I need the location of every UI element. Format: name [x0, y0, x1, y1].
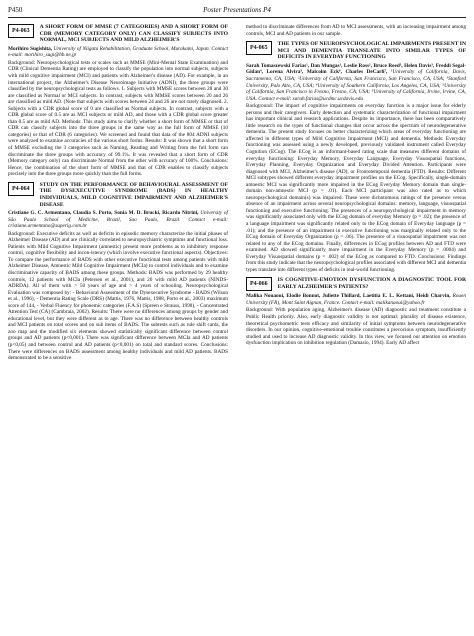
abstract-p4-063: [8, 24, 228, 178]
abstract-head: [246, 41, 466, 61]
abstract-body: Background: Executive deficits as well as deficits in episodic memory characterize the initial phases of Alzheimer Disease (AD) and are clinically correlated to neuropsychiatric symptoms and functional loss. Patients with Mild Cognitive Impairment (amnestic) present more problems as to inhibitory response control, cognitive flexibility and incon-istency (which involve executive functional aspects). Objectives: To compare the performance of BADS with other executive functional tests among patients with mild Alzheimer Disease, Amnestic Mild Cognitive Impairment (MCIa) to control individuals and to examine discriminative capacity of BADS among these groups. Methods: BADS was performed by 29 healthy controls, 12 patients with MCIa (Petersen et al., 2001), and 20 with mild AD patients (NINDS-ADRDA). All of them with > 50 years of age and > 4 years of schooling. Neuropsychological Evaluation was composed by: - Behavioral Assessment of the Dysexecutive Syndrome - BADS (Wilson et al., 1996), - Dementia Rating Scale (DRS) (Mattis, 1976, Mattis, 1988, Porto et al., 2003) maximum score of 144, - Verbal Fluency for phonemic categories (F.A.S) (Spreen e Strauss, 1998), - Concentrated Attention Test (CA) (Cambraia, 2002). Results: There were no differences among groups by gender and educational level, but they were different as to age. There was no difference between healthy controls and MCI patients on total scores and on sub items of BADS. The subtests such as rule shift cards, the zoo map and the modified six elements showed statistically significant difference between control groups and AD patients (p<0,001). There was significant difference between MCIa and AD patients (p<0,05) and between control and AD patients (p<0,001) on total and standard scores. Conclusions: There were differences on BADS assessment among healthy individuals and mild AD patients. BADS demonstrated to be a sensitive: [8, 230, 228, 362]
abstract-body: Background: With population aging, Alzheimer's disease (AD) diagnostic and treatment constitute a Public Health priority. Also, early diagnostic validity is not optimal: plurality of disease existence, theoretical psychometric tests efficacy and similarity of initial symptoms between neurodegenerative disorders. In our opinion, cognitive-emotional trouble constitutes a precocious symptom, insufficiently studied and used to increase AD diagnostic validity. In this view, we focused our attention on emotion dysfunction implication on inhibition regulation (Damasio, 1994). Early AD affect: [246, 307, 466, 347]
abstract-affiliation: University of São Paulo School of Medicine, Brazil, Sao Paulo, Brazil. Contact e-mail: cristiane.armentano@superig.com.br: [8, 210, 229, 230]
abstract-continuation: method to discriminate differences from AD to MCI assessments, with an increasing impairment among controls, MCI and AD patients in our sample.: [246, 24, 466, 37]
abstract-id: P4-065: [246, 41, 272, 55]
abstract-title: THE TYPES OF NEUROPSYCHOLOGICAL IMPAIRMENTS PRESENT IN MCI AND DEMENTIA TRANSLATE INTO SIMILAR TYPES OF DEFICITS IN EVERYDAY FUNCTIONING: [277, 41, 466, 61]
abstract-authors: Malika Nouaoui, Elodie Bonnot, Juliette Thillard, Laetitia E. L. Kettani, Heidi Charvin,: [246, 293, 451, 300]
abstract-head: [8, 182, 228, 208]
abstract-title: IS COGNITIVE-EMOTION DYSFUNCTION A DIAGNOSTIC TOOL FOR EARLY ALZHEIMER'S PATIENTS?: [277, 277, 466, 290]
abstract-byline: [8, 210, 228, 230]
page-header: [8, 4, 466, 18]
abstract-byline: [8, 46, 228, 59]
header-rule: [8, 17, 466, 18]
abstract-p4-064: [8, 182, 228, 362]
abstract-title: A SHORT FORM OF MMSE (7 CATEGORIES) AND A SHORT FORM OF CDR (MEMORY CATEGORY ONLY) CAN CLASSIFY SUBJECTS INTO NORMAL, MCI SUBJECTS AND MILD ALZHEIMER'S: [39, 24, 228, 44]
abstract-head: [8, 24, 228, 44]
running-title: Poster Presentations P4: [203, 6, 271, 14]
left-column: [8, 24, 228, 366]
abstract-byline: [246, 63, 466, 102]
abstract-head: [246, 277, 466, 291]
abstract-id: P4-066: [246, 277, 272, 291]
page-number: P450: [8, 6, 23, 14]
right-column: [246, 24, 466, 351]
abstract-id: P4-064: [8, 182, 34, 196]
abstract-title: STUDY ON THE PERFORMANCE OF BEHAVIOURAL ASSESSMENT OF THE DYSEXECUTIVE SYNDROME (BADS) IN HEALTHY INDIVIDUALS, MILD COGNITIVE IMPAIRMENT AND ALZHEIMER'S DISEASE: [39, 181, 228, 208]
abstract-body: Background: The impact of cognitive impairments on everyday function is a major issue for elderly persons and their caregivers. Early detection and systematic characterization of functional impairment has important clinical and research applications. Despite its importance, there has been comparatively little research on the types of functional changes that occur across the spectrum of neurodegenerative dementia. The present study focuses on better characterizing which areas of everyday functioning are affected in different types of Mild Cognitive Impairment (MCI) and dementia. Methods: Everyday functioning was assessed using a newly developed, previously validated instrument called Everyday Cognition (ECog). The ECog is an informant-based rating scale that measures different domains of everyday functioning: Everyday Memory, Everyday Language, Everyday Visuospatial functions, Everyday Planning, Everyday Organization and Everyday Divided Attention. Participants were diagnosed with MCI, Alzheimer's disease (AD), or Frontotemporal dementia (FTD). Results: Different MCI subtypes showed different everyday impairment profiles on the ECog. Specifically, single-domain amnestic MCI was significantly more impaired in the ECog Everyday Memory domain than single-domain non-amnestic MCI (p = .01). Each MCI participant was also rated as to which neuropsychological domain(s) was impaired. These were dichotomous ratings of the presence versus absence of an impairment across several neuropsychological domains: memory, language, visuospatial functioning and executive functioning. The presences of a neuropsychological impairment in memory was significantly associated only with the ECog domain of everyday Memory (p = .02); the presence of a language impairment was significantly related only to the ECog domain of Everyday language (p = .01); and the presence of an impairment in executive functioning was marginally related only to the ECog domain of Everyday Organization (p = .06). The presence of a visuospatial impairment was not related to any of the ECog domains. Finally, differences in ECog profiles between AD and FTD were examined. AD showed significantly more impairment in the Everyday Memory (p = .0004) and Everyday Visuospatial domains (p = .002) of the ECog as compared to FTD. Conclusions: Findings from this study indicate that the neuropsychological profiles associated with different MCI and dementia types translate into different types of deficits in real-world functioning.: [246, 103, 466, 273]
abstract-byline: [246, 293, 466, 306]
abstract-authors: Morihiro Sugishita,: [8, 45, 53, 52]
abstract-body: Background: Neuropsychological tests or scales such as MMSE (Mini-Mental State Examination) and CDR (Clinical Dementia Rating) are employed to classify the population into normal subjects, subjects with mild cognitive impairment (MCI) and patients with Alzheimer's disease (AD). For example, in an international project, the Alzheimer's Disease Neuroimage Initiative (ADNI), the three groups were classified by the neuropsychological tests as follows. 1. Subjects with MMSE scores between 28 and 30 are classified as Normal or MCI subjects. In contrast, subjects with MMSE scores between 20 and 26 are classified as mild AD. (Note that subjects with scores between 24 and 26 are not rarely diagnosed. 2. Subjects with a CDR global score of 0 are classified as Normal subjects. In contrast, subjects with a CDR global score of 0.5 are as MCI subjects or mild AD, and those with a CDR global score greater than 0.5 are as mild AD. Methods: This study aims to clarify whether a short form of MMSE or that of CDR can classify subjects into the three groups in the same way as the full form of MMSE (10 categories) or that of CDR (6 categories). We screened and found that data of the 804 ADNI subjects were analyzed to examine accuracies of the various short forms. Results: It was shown that a short form of MMSE excluding the 3 categories such as Naming, Reading and Writing from the full form can discriminate the three groups with accuracy of 99.1%. It was revealed that a short form of CDR (Memory category only) can discriminate Normal from the other with accuracy of 100%. Conclusions: Hence, the combination of the short form of MMSE and that of CDR enables to classify subjects precisely into the three groups more quickly than the full forms.: [8, 59, 228, 178]
abstract-p4-066: [246, 277, 466, 346]
abstract-id: P4-063: [8, 24, 34, 38]
abstract-authors: Sarah Tomaszewski Farias¹, Dan Mungas¹, Leslie Ross², Bruce Reed³, Helen Davis³, Freddi Segal-Gidan⁴, Lorena Alvira⁵, Malcolm Eck⁶, Charles DeCarli⁷,: [246, 62, 466, 76]
abstract-affiliation: Rouen University (FR), Mont Saint Aignan, France. Contact e-mail: malikanaoui@yahoo.fr: [246, 293, 467, 306]
abstract-affiliation: University of Niigata Rehabilitation, Graduate School, Murakami, Japan. Contact e-mail: morihiro_sugi@hb.ne.jp: [8, 45, 229, 59]
abstract-authors: Cristiane G. C. Armentano, Claudia S. Porto, Sonia M. D. Brucki, Ricardo Nitrini,: [8, 210, 199, 217]
abstract-affiliation: ¹University of California, Davis, Sacramento, CA, USA; ²University of California, San Francisco, San Francisco, CA, USA; ³Stanford University, Palo Alto, CA, USA; ⁴University of Southern California, Los Angeles, CA, USA; ⁵University of California, San Francisco in Fresno, Fresno, CA, USA; ⁶University of California, Irvine, Irvine, CA, USA. Contact e-mail: sarah.farias@ucdmc.ucdavis.edu: [246, 69, 467, 102]
abstract-p4-065: [246, 41, 466, 273]
